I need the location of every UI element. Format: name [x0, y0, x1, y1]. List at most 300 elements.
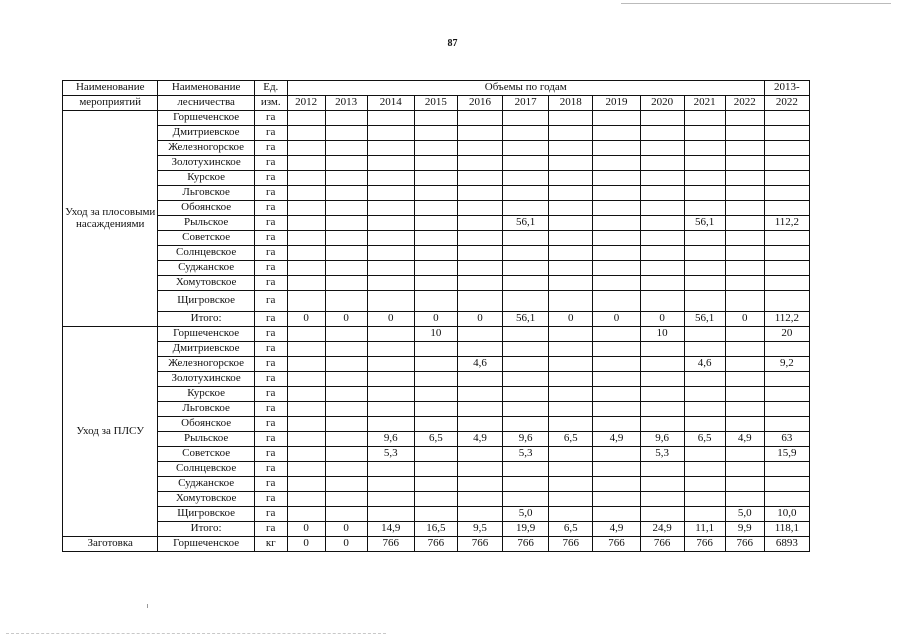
year-value-cell: 766 — [684, 537, 725, 552]
total-cell: 9,2 — [764, 357, 809, 372]
year-value-cell — [640, 462, 684, 477]
year-value-cell: 56,1 — [503, 216, 549, 231]
year-value-cell — [684, 372, 725, 387]
year-value-cell — [287, 201, 325, 216]
year-value-cell: 56,1 — [684, 312, 725, 327]
year-value-cell: 5,3 — [503, 447, 549, 462]
year-value-cell: 0 — [287, 522, 325, 537]
activity-cell: Уход за плосовыми насаждениями — [63, 111, 158, 327]
year-value-cell — [367, 201, 414, 216]
year-value-cell — [457, 216, 502, 231]
year-value-cell — [457, 447, 502, 462]
year-value-cell: 0 — [325, 312, 367, 327]
year-value-cell — [503, 462, 549, 477]
year-value-cell — [414, 357, 457, 372]
year-value-cell — [725, 126, 764, 141]
year-value-cell — [287, 462, 325, 477]
year-value-cell — [457, 186, 502, 201]
year-value-cell — [325, 477, 367, 492]
table-row — [63, 327, 810, 342]
year-value-cell: 5,0 — [503, 507, 549, 522]
header-total-top: 2013- — [764, 81, 809, 96]
forestry-name-cell: Суджанское — [158, 261, 254, 276]
forestry-name-cell: Солнцевское — [158, 462, 254, 477]
year-value-cell: 6,5 — [414, 432, 457, 447]
year-value-cell — [503, 492, 549, 507]
year-value-cell — [457, 171, 502, 186]
year-value-cell: 56,1 — [684, 216, 725, 231]
year-value-cell — [414, 261, 457, 276]
year-value-cell — [367, 507, 414, 522]
year-value-cell — [503, 171, 549, 186]
unit-cell: га — [254, 291, 287, 312]
year-value-cell — [640, 246, 684, 261]
header-year: 2018 — [549, 96, 593, 111]
year-value-cell: 4,9 — [457, 432, 502, 447]
year-value-cell — [593, 156, 640, 171]
year-value-cell — [684, 291, 725, 312]
forestry-name-cell: Щигровское — [158, 507, 254, 522]
year-value-cell — [684, 186, 725, 201]
table-row — [63, 201, 810, 216]
forestry-name-cell: Золотухинское — [158, 372, 254, 387]
total-cell — [764, 387, 809, 402]
header-unit-bottom: изм. — [254, 96, 287, 111]
year-value-cell — [367, 417, 414, 432]
table-row — [63, 186, 810, 201]
year-value-cell — [684, 342, 725, 357]
year-value-cell: 766 — [725, 537, 764, 552]
unit-cell: га — [254, 387, 287, 402]
year-value-cell — [457, 111, 502, 126]
year-value-cell — [640, 171, 684, 186]
year-value-cell — [593, 276, 640, 291]
year-value-cell: 16,5 — [414, 522, 457, 537]
year-value-cell: 56,1 — [503, 312, 549, 327]
forestry-name-cell: Щигровское — [158, 291, 254, 312]
year-value-cell — [684, 246, 725, 261]
year-value-cell — [549, 447, 593, 462]
unit-cell: га — [254, 171, 287, 186]
year-value-cell — [457, 507, 502, 522]
year-value-cell — [287, 327, 325, 342]
year-value-cell — [593, 507, 640, 522]
total-cell — [764, 201, 809, 216]
year-value-cell: 9,6 — [503, 432, 549, 447]
year-value-cell — [503, 201, 549, 216]
year-value-cell: 0 — [287, 312, 325, 327]
year-value-cell — [457, 342, 502, 357]
year-value-cell — [325, 402, 367, 417]
year-value-cell — [287, 246, 325, 261]
year-value-cell — [593, 372, 640, 387]
year-value-cell — [684, 156, 725, 171]
year-value-cell — [457, 477, 502, 492]
year-value-cell — [325, 492, 367, 507]
year-value-cell: 766 — [457, 537, 502, 552]
header-total-bottom: 2022 — [764, 96, 809, 111]
year-value-cell — [457, 201, 502, 216]
header-year: 2016 — [457, 96, 502, 111]
year-value-cell: 0 — [549, 312, 593, 327]
year-value-cell — [640, 276, 684, 291]
year-value-cell — [287, 492, 325, 507]
year-value-cell — [593, 261, 640, 276]
year-value-cell — [593, 231, 640, 246]
year-value-cell — [287, 417, 325, 432]
year-value-cell — [684, 231, 725, 246]
year-value-cell — [640, 111, 684, 126]
year-value-cell — [367, 327, 414, 342]
year-value-cell — [287, 357, 325, 372]
year-value-cell — [414, 276, 457, 291]
year-value-cell — [549, 261, 593, 276]
year-value-cell — [640, 231, 684, 246]
year-value-cell — [287, 477, 325, 492]
year-value-cell — [367, 477, 414, 492]
header-year: 2019 — [593, 96, 640, 111]
year-value-cell — [725, 477, 764, 492]
year-value-cell — [457, 462, 502, 477]
forestry-name-cell: Хомутовское — [158, 492, 254, 507]
year-value-cell — [725, 402, 764, 417]
total-cell — [764, 477, 809, 492]
forestry-name-cell: Железногорское — [158, 357, 254, 372]
year-value-cell — [325, 387, 367, 402]
year-value-cell — [367, 156, 414, 171]
table-row — [63, 312, 810, 327]
header-year: 2015 — [414, 96, 457, 111]
year-value-cell — [725, 387, 764, 402]
header-activity-top: Наименование — [63, 81, 158, 96]
year-value-cell — [725, 231, 764, 246]
total-cell — [764, 417, 809, 432]
year-value-cell — [367, 462, 414, 477]
total-cell — [764, 171, 809, 186]
year-value-cell — [457, 126, 502, 141]
forestry-name-cell: Курское — [158, 387, 254, 402]
forestry-name-cell: Рыльское — [158, 216, 254, 231]
year-value-cell — [287, 342, 325, 357]
year-value-cell — [367, 492, 414, 507]
table-row — [63, 276, 810, 291]
year-value-cell — [367, 111, 414, 126]
year-value-cell — [640, 507, 684, 522]
year-value-cell — [503, 387, 549, 402]
year-value-cell — [725, 141, 764, 156]
page-number: 87 — [447, 38, 458, 49]
year-value-cell: 0 — [367, 312, 414, 327]
year-value-cell — [549, 276, 593, 291]
unit-cell: га — [254, 261, 287, 276]
header-forestry-top: Наименование — [158, 81, 254, 96]
header-year: 2022 — [725, 96, 764, 111]
year-value-cell — [325, 186, 367, 201]
year-value-cell — [325, 417, 367, 432]
forestry-name-cell: Итого: — [158, 312, 254, 327]
year-value-cell — [725, 447, 764, 462]
year-value-cell — [414, 417, 457, 432]
year-value-cell — [325, 372, 367, 387]
year-value-cell: 24,9 — [640, 522, 684, 537]
year-value-cell — [640, 141, 684, 156]
year-value-cell — [325, 276, 367, 291]
year-value-cell — [457, 372, 502, 387]
forestry-name-cell: Дмитриевское — [158, 126, 254, 141]
year-value-cell — [414, 141, 457, 156]
year-value-cell — [684, 111, 725, 126]
year-value-cell — [367, 276, 414, 291]
year-value-cell — [325, 291, 367, 312]
year-value-cell — [287, 216, 325, 231]
table-row — [63, 462, 810, 477]
year-value-cell — [549, 231, 593, 246]
unit-cell: га — [254, 201, 287, 216]
year-value-cell — [684, 141, 725, 156]
year-value-cell — [367, 357, 414, 372]
year-value-cell — [287, 261, 325, 276]
year-value-cell — [503, 372, 549, 387]
activity-cell: Заготовка — [63, 537, 158, 552]
table-row — [63, 447, 810, 462]
year-value-cell — [593, 111, 640, 126]
year-value-cell — [640, 216, 684, 231]
year-value-cell — [367, 216, 414, 231]
year-value-cell — [503, 246, 549, 261]
year-value-cell: 11,1 — [684, 522, 725, 537]
year-value-cell — [414, 111, 457, 126]
table-row — [63, 477, 810, 492]
volumes-table — [62, 80, 810, 552]
year-value-cell — [549, 186, 593, 201]
year-value-cell — [549, 387, 593, 402]
forestry-name-cell: Итого: — [158, 522, 254, 537]
total-cell — [764, 246, 809, 261]
year-value-cell — [640, 357, 684, 372]
year-value-cell — [457, 387, 502, 402]
year-value-cell — [414, 156, 457, 171]
year-value-cell: 6,5 — [549, 432, 593, 447]
year-value-cell — [325, 327, 367, 342]
header-year: 2021 — [684, 96, 725, 111]
table-row — [63, 141, 810, 156]
year-value-cell: 0 — [593, 312, 640, 327]
year-value-cell — [684, 462, 725, 477]
total-cell: 15,9 — [764, 447, 809, 462]
year-value-cell — [414, 477, 457, 492]
year-value-cell — [593, 216, 640, 231]
year-value-cell — [457, 492, 502, 507]
year-value-cell — [684, 276, 725, 291]
unit-cell: га — [254, 327, 287, 342]
total-cell: 20 — [764, 327, 809, 342]
year-value-cell — [503, 126, 549, 141]
year-value-cell — [725, 462, 764, 477]
header-year: 2012 — [287, 96, 325, 111]
year-value-cell — [684, 402, 725, 417]
year-value-cell — [503, 156, 549, 171]
year-value-cell — [287, 276, 325, 291]
year-value-cell — [640, 402, 684, 417]
year-value-cell: 10 — [414, 327, 457, 342]
year-value-cell — [549, 291, 593, 312]
year-value-cell — [725, 291, 764, 312]
unit-cell: га — [254, 141, 287, 156]
total-cell: 118,1 — [764, 522, 809, 537]
year-value-cell: 0 — [725, 312, 764, 327]
table-row — [63, 432, 810, 447]
year-value-cell — [593, 141, 640, 156]
year-value-cell — [640, 261, 684, 276]
year-value-cell: 5,0 — [725, 507, 764, 522]
total-cell — [764, 291, 809, 312]
year-value-cell — [503, 276, 549, 291]
year-value-cell — [593, 201, 640, 216]
year-value-cell — [457, 261, 502, 276]
table-row — [63, 387, 810, 402]
year-value-cell — [287, 111, 325, 126]
year-value-cell — [593, 171, 640, 186]
year-value-cell: 0 — [457, 312, 502, 327]
year-value-cell — [325, 231, 367, 246]
year-value-cell — [287, 387, 325, 402]
year-value-cell — [549, 141, 593, 156]
year-value-cell — [503, 357, 549, 372]
year-value-cell — [684, 507, 725, 522]
year-value-cell — [287, 291, 325, 312]
header-year: 2017 — [503, 96, 549, 111]
unit-cell: га — [254, 111, 287, 126]
forestry-name-cell: Курское — [158, 171, 254, 186]
total-cell — [764, 342, 809, 357]
forestry-name-cell: Льговское — [158, 402, 254, 417]
year-value-cell — [593, 357, 640, 372]
year-value-cell: 6,5 — [684, 432, 725, 447]
year-value-cell — [414, 291, 457, 312]
year-value-cell: 6,5 — [549, 522, 593, 537]
year-value-cell — [549, 156, 593, 171]
year-value-cell — [684, 492, 725, 507]
year-value-cell — [287, 171, 325, 186]
year-value-cell — [287, 156, 325, 171]
year-value-cell — [414, 507, 457, 522]
table-row — [63, 216, 810, 231]
table-row — [63, 126, 810, 141]
header-year: 2013 — [325, 96, 367, 111]
header-activity-bottom: мероприятий — [63, 96, 158, 111]
total-cell: 6893 — [764, 537, 809, 552]
year-value-cell — [593, 186, 640, 201]
year-value-cell — [593, 291, 640, 312]
total-cell — [764, 492, 809, 507]
year-value-cell — [325, 342, 367, 357]
header-year: 2014 — [367, 96, 414, 111]
year-value-cell — [640, 186, 684, 201]
year-value-cell — [593, 447, 640, 462]
forestry-name-cell: Суджанское — [158, 477, 254, 492]
year-value-cell — [593, 402, 640, 417]
year-value-cell — [593, 327, 640, 342]
year-value-cell — [725, 492, 764, 507]
year-value-cell — [503, 402, 549, 417]
year-value-cell: 4,6 — [684, 357, 725, 372]
year-value-cell — [503, 261, 549, 276]
year-value-cell — [367, 261, 414, 276]
year-value-cell: 766 — [640, 537, 684, 552]
year-value-cell — [593, 387, 640, 402]
forestry-name-cell: Горшеченское — [158, 327, 254, 342]
year-value-cell — [549, 492, 593, 507]
unit-cell: га — [254, 276, 287, 291]
total-cell — [764, 402, 809, 417]
header-unit-top: Ед. — [254, 81, 287, 96]
year-value-cell: 766 — [503, 537, 549, 552]
forestry-name-cell: Рыльское — [158, 432, 254, 447]
year-value-cell — [640, 372, 684, 387]
unit-cell: га — [254, 447, 287, 462]
table-row — [63, 111, 810, 126]
total-cell — [764, 186, 809, 201]
year-value-cell — [325, 462, 367, 477]
year-value-cell — [325, 141, 367, 156]
year-value-cell — [325, 432, 367, 447]
forestry-name-cell: Советское — [158, 231, 254, 246]
unit-cell: га — [254, 312, 287, 327]
year-value-cell: 5,3 — [640, 447, 684, 462]
year-value-cell: 9,5 — [457, 522, 502, 537]
year-value-cell — [725, 372, 764, 387]
total-cell: 63 — [764, 432, 809, 447]
forestry-name-cell: Горшеченское — [158, 111, 254, 126]
year-value-cell — [684, 261, 725, 276]
year-value-cell — [549, 246, 593, 261]
year-value-cell — [457, 291, 502, 312]
year-value-cell — [414, 447, 457, 462]
year-value-cell — [640, 126, 684, 141]
year-value-cell: 0 — [325, 537, 367, 552]
year-value-cell — [503, 186, 549, 201]
year-value-cell: 9,9 — [725, 522, 764, 537]
year-value-cell: 9,6 — [367, 432, 414, 447]
table-row — [63, 417, 810, 432]
unit-cell: га — [254, 357, 287, 372]
year-value-cell — [684, 327, 725, 342]
total-cell — [764, 261, 809, 276]
year-value-cell — [503, 327, 549, 342]
unit-cell: га — [254, 372, 287, 387]
table-row — [63, 342, 810, 357]
year-value-cell — [725, 201, 764, 216]
total-cell — [764, 141, 809, 156]
table-row — [63, 171, 810, 186]
year-value-cell — [593, 477, 640, 492]
forestry-name-cell: Советское — [158, 447, 254, 462]
year-value-cell — [414, 186, 457, 201]
unit-cell: га — [254, 492, 287, 507]
year-value-cell — [414, 342, 457, 357]
total-cell: 10,0 — [764, 507, 809, 522]
year-value-cell — [725, 246, 764, 261]
scan-speck — [147, 604, 148, 608]
year-value-cell — [414, 171, 457, 186]
header-years-title: Объемы по годам — [287, 81, 764, 96]
year-value-cell — [287, 126, 325, 141]
year-value-cell — [367, 387, 414, 402]
unit-cell: га — [254, 417, 287, 432]
year-value-cell — [725, 156, 764, 171]
table-row — [63, 156, 810, 171]
year-value-cell — [503, 477, 549, 492]
